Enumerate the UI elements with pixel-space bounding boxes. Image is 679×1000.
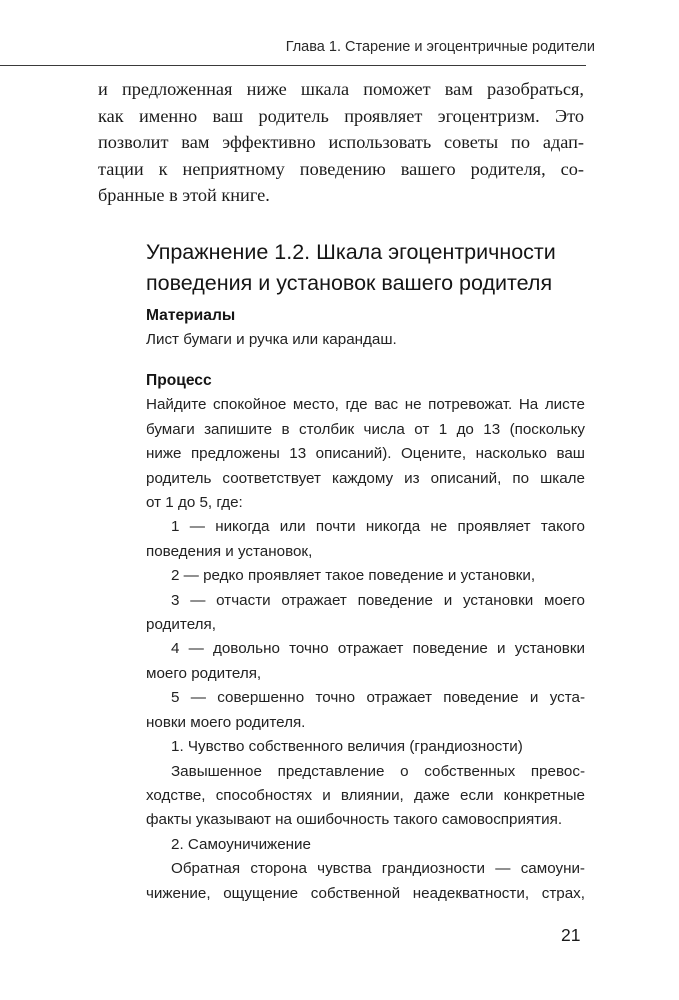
scale-line: 5 — совершенно точно отражает поведение и уста- bbox=[171, 689, 585, 707]
item-description-line: чижение, ощущение собственной неадекватности, страх, bbox=[146, 884, 585, 902]
process-section bbox=[146, 369, 585, 906]
item-description-line: ходстве, способностях и влиянии, даже если конкретные bbox=[146, 786, 585, 804]
item-description-line: Завышенное представление о собственных превос- bbox=[171, 762, 585, 780]
process-line: ниже предложены 13 описаний). Оцените, насколько ваш bbox=[146, 445, 585, 463]
process-line: Найдите спокойное место, где вас не потревожат. На листе bbox=[146, 396, 585, 414]
page-number: 21 bbox=[561, 925, 581, 945]
scale-line: 4 — довольно точно отражает поведение и установки bbox=[171, 640, 585, 658]
intro-line: и предложенная ниже шкала поможет вам разобраться, bbox=[98, 79, 584, 99]
running-head: Глава 1. Старение и эгоцентричные родители bbox=[285, 39, 595, 55]
item-description-line: Обратная сторона чувства грандиозности — самоуни- bbox=[171, 860, 585, 878]
intro-line: бранные в этой книге. bbox=[98, 185, 270, 205]
intro-line: как именно ваш родитель проявляет эгоцентризм. Это bbox=[98, 105, 584, 126]
process-line: бумаги запишите в столбик числа от 1 до 13 (поскольку bbox=[146, 420, 585, 438]
header-rule bbox=[0, 65, 586, 66]
process-line: родитель соответствует каждому из описаний, по шкале bbox=[146, 469, 585, 487]
scale-line: новки моего родителя. bbox=[146, 713, 306, 731]
intro-paragraph bbox=[98, 76, 584, 209]
intro-line: тации к неприятному поведению вашего родителя, со- bbox=[98, 158, 584, 179]
scale-line: родителя, bbox=[146, 616, 216, 634]
scale-line: 1 — никогда или почти никогда не проявляет такого bbox=[171, 518, 585, 536]
materials-section bbox=[146, 304, 585, 353]
materials-heading: Материалы bbox=[146, 307, 236, 324]
item-description-line: факты указывают на ошибочность такого самовосприятия. bbox=[146, 811, 563, 829]
item-heading: 1. Чувство собственного величия (грандиозности) bbox=[171, 738, 523, 756]
process-heading: Процесс bbox=[146, 372, 212, 389]
exercise-title bbox=[146, 237, 586, 299]
scale-line: 3 — отчасти отражает поведение и установки моего bbox=[171, 591, 585, 609]
exercise-title-line: Упражнение 1.2. Шкала эгоцентричности bbox=[146, 240, 556, 264]
intro-line: позволит вам эффективно использовать советы по адап- bbox=[98, 132, 584, 152]
scale-line: моего родителя, bbox=[146, 664, 262, 682]
materials-line: Лист бумаги и ручка или карандаш. bbox=[146, 331, 397, 349]
scale-line: 2 — редко проявляет такое поведение и установки, bbox=[171, 567, 536, 585]
item-heading: 2. Самоуничижение bbox=[171, 835, 311, 853]
process-line: от 1 до 5, где: bbox=[146, 494, 243, 512]
exercise-title-line: поведения и установок вашего родителя bbox=[146, 271, 553, 295]
scale-line: поведения и установок, bbox=[146, 542, 313, 560]
